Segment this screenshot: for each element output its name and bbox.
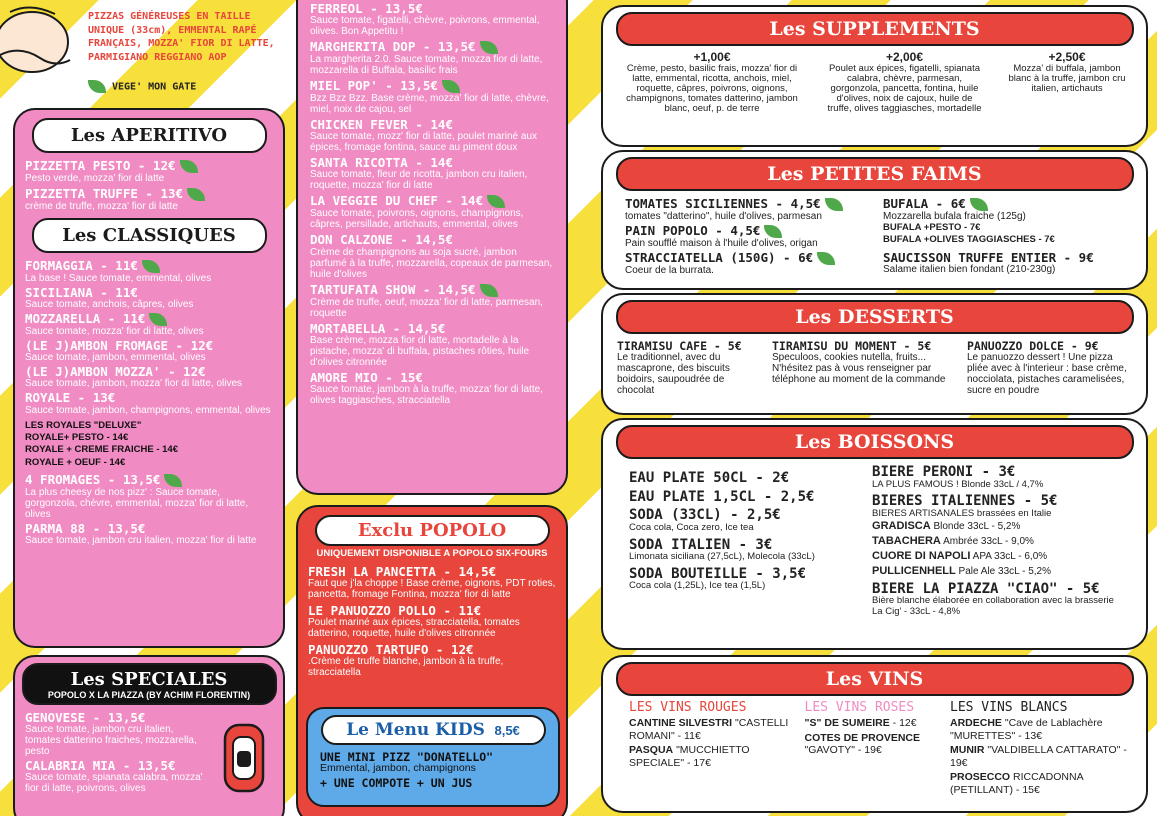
beer-item: [872, 519, 1120, 534]
bufala-extras: [883, 222, 1123, 247]
exclu-panel: [296, 505, 568, 816]
kids-line-3: + UNE COMPOTE + UN JUS: [320, 775, 473, 790]
item-desc: Sauce tomate, mozza' fior di latte, olives: [25, 326, 204, 338]
item-name: [25, 391, 273, 404]
menu-item: [25, 187, 273, 212]
menu-item: [308, 643, 556, 678]
item-name-text: GENOVESE - 13,5€: [25, 710, 146, 725]
petites-faims-title: Les PETITES FAIMS: [767, 163, 982, 185]
leaf-icon: [187, 188, 205, 201]
item-name-text: FERREOL - 13,5€: [310, 1, 423, 16]
petites-faims-body: [603, 191, 1146, 278]
dessert-item: [617, 340, 757, 396]
boissons-panel: [601, 418, 1148, 650]
leaf-icon: [817, 252, 835, 265]
item-name-text: TARTUFATA SHOW - 14,5€: [310, 281, 476, 297]
aperitivo-banner: [32, 118, 267, 153]
speciales-banner: [22, 663, 277, 705]
beer-name: PULLICENHELL: [872, 564, 956, 577]
classiques-list-2: [15, 471, 283, 546]
middle-list: [298, 0, 566, 406]
wine-name: CANTINE SILVESTRI: [629, 717, 733, 729]
kids-content: [308, 745, 558, 795]
wine-name: PASQUA: [629, 744, 674, 757]
menu-item: [310, 118, 554, 153]
wine-detail: "VALDIBELLA CATTARATO" - 19€: [950, 744, 1127, 769]
desserts-panel: [601, 293, 1148, 415]
item-name: [625, 197, 883, 211]
item-desc: La base ! Sauce tomate, emmental, olives: [25, 273, 212, 284]
item-name: [25, 286, 273, 299]
menu-item: [310, 40, 554, 76]
italiennes-name: BIERES ITALIENNES - 5€: [872, 493, 1058, 510]
leaf-icon: [480, 41, 498, 54]
kids-line-1: UNE MINI PIZZ "DONATELLO": [320, 750, 494, 764]
menu-item: [25, 365, 273, 389]
item-desc: Pain soufflé maison à l'huile d'olives, origan: [625, 238, 818, 249]
piazza-desc: Bière blanche élaborée en collaboration avec la brasserie La Cig' - 33cL - 4,8%: [872, 595, 1114, 617]
supplement-desc: Poulet aux épices, figatelli, spianata calabra, chèvre, parmesan, gorgonzola, pancetta, fontina, huile d'olives, noix de cajoux, huile de truffe, olives taggiasches, mortadelle: [827, 63, 982, 114]
item-desc: Sauce tomate, spianata calabra, mozza' fior di latte, poivrons, olives: [25, 772, 203, 795]
leaf-icon: [970, 198, 988, 211]
piazza-name: BIERE LA PIAZZA "CIAO" - 5€: [872, 580, 1100, 597]
wine-name: MUNIR: [950, 744, 985, 757]
drink-name: EAU PLATE 50CL - 2€: [629, 470, 790, 486]
vins-title: Les VINS: [825, 668, 924, 690]
drink-name: SODA BOUTEILLE - 3,5€: [629, 565, 807, 582]
item-name: [310, 40, 554, 54]
boissons-title: Les BOISSONS: [794, 431, 955, 453]
item-name: [25, 187, 273, 201]
wine-name: ARDECHE: [950, 717, 1002, 729]
petites-faims-panel: [601, 150, 1148, 290]
aperitivo-list: [15, 153, 283, 212]
menu-item: [310, 283, 554, 319]
vins-rouges-title: LES VINS ROUGES: [629, 700, 747, 715]
desserts-list: [603, 334, 1146, 396]
item-name: [25, 711, 210, 724]
peroni-desc: LA PLUS FAMOUS ! Blonde 33cL / 4,7%: [872, 478, 1044, 490]
intro-line: PARMIGIANO REGGIANO AOP: [88, 51, 227, 63]
wine-detail: "CASTELLI ROMANI" - 11€: [629, 717, 789, 742]
leaf-icon: [149, 313, 167, 326]
item-desc: Sauce tomate, jambon cru italien, tomates datterino fraiches, mozzarella, pesto: [25, 724, 197, 758]
item-desc: .Crème de truffe blanche, jambon à la truffe, stracciatella: [308, 656, 504, 679]
wine-detail: - 12€: [889, 717, 917, 729]
item-desc: Sauce tomate, anchois, câpres, olives: [25, 299, 194, 311]
drink-item: [629, 538, 872, 563]
menu-item: [625, 197, 883, 222]
item-name: [25, 522, 273, 535]
item-name-text: PANUOZZO TARTUFO - 12€: [308, 642, 474, 658]
royales-heading: LES ROYALES "DELUXE": [25, 419, 142, 431]
intro-text: [88, 10, 275, 64]
item-desc: Sauce tomate, jambon, emmental, olives: [25, 352, 206, 364]
menu-item: [310, 233, 554, 279]
item-desc: crème de truffe, mozza' fior di latte: [25, 201, 178, 212]
wine-item: [950, 771, 1128, 796]
speciales-title: Les SPECIALES: [70, 669, 228, 690]
item-name-text: LE PANUOZZO POLLO - 11€: [308, 603, 482, 619]
drink-desc: Coca cola (1,25L), Ice tea (1,5L): [629, 580, 766, 592]
item-desc: Mozzarella bufala fraiche (125g): [883, 211, 1026, 222]
beer-desc: Pale Ale 33cL - 5,2%: [958, 565, 1051, 577]
item-desc: Sauce tomate, fleur de ricotta, jambon cru italien, roquette, mozza' fior di latte: [310, 169, 528, 192]
drink-name: EAU PLATE 1,5CL - 2,5€: [629, 488, 815, 505]
item-desc: Crème de champignons au soja sucré, jambon parfumé à la truffe, mozzarella, copeaux de parmesan, huile d'olives: [310, 246, 553, 280]
dessert-name: TIRAMISU DU MOMENT - 5€: [772, 339, 932, 353]
dessert-desc: Speculoos, cookies nutella, fruits... N'hésitez pas à vous renseigner par téléphone au moment de la commande: [772, 352, 946, 386]
classiques-list: [15, 253, 283, 416]
item-name-text: 4 FROMAGES - 13,5€: [25, 471, 161, 487]
leaf-icon: [142, 260, 160, 273]
item-desc: Sauce tomate, mozz' fior di latte, poulet mariné aux épices, fromage fontina, sauce au piment doux: [310, 131, 538, 154]
supplements-columns: [603, 46, 1146, 114]
item-name-text: LA VEGGIE DU CHEF - 14€: [310, 193, 484, 209]
drink-name: SODA ITALIEN - 3€: [629, 536, 773, 553]
menu-item: [25, 339, 273, 363]
exclu-title: Exclu POPOLO: [357, 520, 507, 541]
drink-item: [629, 508, 872, 533]
item-desc: Crème de truffe, oeuf, mozza' fior di latte, parmesan, roquette: [310, 296, 543, 319]
supplement-price: +2,00€: [885, 50, 924, 64]
vins-roses: [805, 700, 945, 797]
intro-block: [0, 0, 290, 108]
drink-item: [629, 471, 872, 486]
supplements-banner: [616, 12, 1134, 46]
drink-item: [629, 567, 872, 592]
menu-item: [25, 473, 273, 520]
supplement-desc: Crème, pesto, basilic frais, mozza' fior di latte, emmental, ricotta, anchois, miel, roquette, câpres, poivrons, oignons, champignons, tomates datterino, jambon blanc, oeuf, p. de terre: [626, 63, 798, 114]
item-name: [308, 604, 556, 617]
vins-roses-title: LES VINS ROSES: [804, 700, 915, 715]
supplements-panel: [601, 5, 1148, 147]
item-name: [310, 371, 554, 384]
item-name: [310, 79, 554, 93]
menu-item: [308, 604, 556, 639]
dessert-name: PANUOZZO DOLCE - 9€: [967, 339, 1099, 353]
menu-item: [310, 156, 554, 191]
item-name: [625, 251, 883, 265]
wine-item: [629, 744, 799, 769]
item-desc: La margherita 2.0. Sauce tomate, mozza fior di latte, mozzarella di Buffala, basilic frais: [310, 54, 543, 77]
menu-item: [310, 2, 554, 37]
vins-blancs: [950, 700, 1128, 797]
supplements-title: Les SUPPLEMENTS: [769, 18, 980, 40]
exclu-list: [298, 559, 566, 678]
item-name-text: TOMATES SICILIENNES - 4,5€: [625, 196, 821, 211]
item-name: [310, 283, 554, 297]
item-name-text: MIEL POP' - 13,5€: [310, 78, 438, 94]
item-name: [625, 224, 883, 238]
dessert-name: TIRAMISU CAFE - 5€: [617, 339, 742, 353]
petites-faims-right: [883, 197, 1123, 278]
beer-name: CUORE DI NAPOLI: [872, 549, 971, 562]
item-name: [310, 156, 554, 169]
peroni-name: BIERE PERONI - 3€: [872, 464, 1016, 480]
menu-item: [25, 391, 273, 415]
kids-banner: [321, 715, 546, 745]
classiques-title: Les CLASSIQUES: [62, 225, 236, 246]
leaf-icon: [180, 160, 198, 173]
bufala-extra: BUFALA +PESTO - 7€: [883, 222, 981, 233]
wine-detail: "GAVOTY" - 19€: [804, 744, 882, 757]
item-name-text: SAUCISSON TRUFFE ENTIER - 9€: [883, 249, 1094, 265]
item-name: [308, 565, 556, 578]
petites-faims-banner: [616, 157, 1134, 191]
kids-line-2: Emmental, jambon, champignons: [320, 762, 476, 775]
item-name: [25, 159, 273, 173]
wine-item: [805, 732, 945, 757]
beer-item: [872, 564, 1120, 579]
beer-desc: Ambrée 33cL - 9,0%: [943, 536, 1034, 548]
item-desc: Sauce tomate, poivrons, oignons, champignons, câpres, persillade, artichauts, emmental, olives: [310, 208, 524, 231]
kids-panel: [306, 707, 560, 807]
boissons-body: [603, 459, 1146, 617]
wine-detail: RICCADONNA (PETILLANT) - 15€: [950, 771, 1084, 796]
item-name: [25, 365, 273, 378]
item-name-text: PIZZETTA PESTO - 12€: [25, 158, 176, 173]
kids-title: Le Menu KIDS: [346, 720, 485, 740]
item-desc: Sauce tomate, figatelli, chèvre, poivrons, emmental, olives. Bon Appetitu !: [310, 15, 540, 38]
item-name-text: DON CALZONE - 14,5€: [310, 232, 453, 248]
item-name-text: (LE J)AMBON MOZZA' - 12€: [25, 364, 206, 380]
menu-item: [25, 159, 273, 184]
item-desc: Poulet mariné aux épices, stracciatella, tomates datterino, roquette, huile d'olives citronnée: [308, 617, 520, 640]
wine-item: [805, 717, 945, 730]
beer-desc: Blonde 33cL - 5,2%: [933, 521, 1021, 533]
menu-item: [310, 79, 554, 115]
supplement-price: +2,50€: [1048, 50, 1086, 64]
drink-desc: Limonata siciliana (27,5cL), Molecola (33cL): [629, 551, 815, 563]
beer-name: TABACHERA: [872, 535, 941, 548]
item-name-text: FRESH LA PANCETTA - 14,5€: [308, 564, 497, 579]
wine-name: PROSECCO: [950, 771, 1011, 784]
speciales-subtitle: POPOLO X LA PIAZZA (BY ACHIM FLORENTIN): [47, 690, 251, 700]
menu-item: [25, 286, 273, 310]
vins-banner: [616, 662, 1134, 696]
item-name: [310, 118, 554, 131]
item-name: [310, 233, 554, 246]
item-desc: La plus cheesy de nos pizz' : Sauce tomate, gorgonzola, chèvre, emmental, mozza' fior di latte, olives: [25, 486, 249, 520]
bufala-extra: BUFALA +OLIVES TAGGIASCHES - 7€: [883, 234, 1055, 246]
supplement-column: [617, 50, 807, 114]
item-desc: Base crème, mozza fior di latte, mortadelle à la pistache, mozza' di buffala, pistaches rôties, huile d'olives citronnée: [310, 334, 530, 368]
item-name: [308, 643, 556, 656]
leaf-icon: [764, 225, 782, 238]
menu-item: [308, 565, 556, 600]
item-name-text: CHICKEN FEVER - 14€: [310, 117, 453, 133]
wine-name: COTES DE PROVENCE: [804, 731, 921, 744]
speciales-list: [15, 705, 220, 794]
classiques-panel: [13, 108, 285, 648]
item-name: [25, 473, 273, 487]
menu-item: [25, 522, 273, 546]
vege-label: VEGE' MON GATE: [112, 81, 197, 93]
hand-dough-illustration: [0, 0, 80, 90]
leaf-icon: [480, 284, 498, 297]
drink-name: SODA (33CL) - 2,5€: [629, 507, 781, 524]
menu-item: [310, 371, 554, 406]
exclu-subtitle: UNIQUEMENT DISPONIBLE A POPOLO SIX-FOURS: [316, 548, 548, 559]
dessert-desc: Le panuozzo dessert ! Une pizza pliée avec à l'interieur : base crème, nocciolata, pistaches caramelisées, sucre en poudre: [967, 352, 1127, 397]
item-name-text: MORTABELLA - 14,5€: [310, 320, 446, 336]
intro-line: PIZZAS GÉNÉREUSES EN TAILLE: [88, 11, 251, 22]
kids-price: 8,5€: [494, 723, 520, 738]
menu-item: [625, 251, 883, 276]
item-name-text: MOZZARELLA - 11€: [25, 311, 146, 327]
vins-panel: [601, 655, 1148, 813]
dessert-desc: Le traditionnel, avec du mascaprone, des biscuits boidoirs, saupoudrée de chocolat: [617, 352, 730, 397]
item-desc: Pesto verde, mozza' fior di latte: [25, 173, 165, 184]
wine-detail: "MUCCHIETTO SPECIALE" - 17€: [629, 744, 750, 769]
item-desc: Bzz Bzz Bzz. Base crème, mozza' fior di latte, chèvre, miel, noix de cajou, sel: [310, 93, 549, 116]
royales-block: [15, 418, 283, 471]
item-desc: Sauce tomate, jambon à la truffe, mozza' fior di latte, olives taggiasches, stracciatella: [310, 383, 543, 406]
item-name: [883, 197, 1123, 211]
item-desc: Salame italien bien fondant (210-230g): [883, 263, 1056, 275]
vins-blancs-title: LES VINS BLANCS: [950, 700, 1068, 715]
item-name-text: BUFALA - 6€: [883, 196, 966, 211]
item-desc: tomates "datterino", huile d'olives, parmesan: [625, 211, 822, 222]
item-name: [310, 2, 554, 15]
item-name-text: FORMAGGIA - 11€: [25, 258, 138, 273]
item-name-text: SICILIANA - 11€: [25, 285, 138, 300]
menu-item: [310, 322, 554, 368]
item-name-text: SANTA RICOTTA - 14€: [310, 155, 453, 171]
mouth-illustration: [223, 723, 265, 798]
item-name: [310, 322, 554, 335]
beer-item: [872, 549, 1120, 564]
item-name-text: PAIN POPOLO - 4,5€: [625, 223, 761, 238]
item-desc: Coeur de la burrata.: [625, 265, 714, 276]
classiques-banner: [32, 218, 267, 253]
beer-list: [872, 519, 1120, 578]
menu-item: [310, 194, 554, 230]
vins-rouges: [629, 700, 799, 797]
item-name-text: ROYALE - 13€: [25, 390, 116, 406]
intro-line: UNIQUE (33cm), EMMENTAL RAPÉ: [88, 24, 257, 36]
aperitivo-title: Les APERITIVO: [70, 125, 228, 146]
intro-line: FRANÇAIS, MOZZA' FIOR DI LATTE,: [88, 38, 275, 49]
dessert-item: [967, 340, 1132, 396]
royale-item: ROYALE + CREME FRAICHE - 14€: [25, 444, 179, 456]
item-name-text: STRACCIATELLA (150G) - 6€: [625, 250, 814, 265]
leaf-icon: [88, 80, 106, 93]
supplement-price: +1,00€: [693, 50, 731, 64]
beer-desc: APA 33cL - 6,0%: [972, 550, 1048, 562]
item-name-text: PIZZETTA TRUFFE - 13€: [25, 186, 184, 201]
item-name-text: AMORE MIO - 15€: [310, 369, 423, 385]
exclu-banner: [315, 515, 550, 546]
item-name-text: MARGHERITA DOP - 13,5€: [310, 39, 476, 55]
wine-item: [950, 744, 1128, 769]
item-name-text: (LE J)AMBON FROMAGE - 12€: [25, 338, 214, 354]
drink-desc: Coca cola, Coca zero, Ice tea: [629, 522, 754, 534]
item-name: [883, 251, 1123, 264]
wine-name: "S" DE SUMEIRE: [804, 717, 890, 729]
desserts-banner: [616, 300, 1134, 334]
royale-item: ROYALE + OEUF - 14€: [25, 456, 126, 468]
supplement-column: [825, 50, 985, 114]
italiennes-desc: BIERES ARTISANALES brassées en Italie: [872, 507, 1052, 519]
boissons-left: [629, 465, 872, 617]
item-name: [25, 259, 273, 273]
vege-legend: [88, 80, 196, 93]
drink-item: [629, 490, 872, 505]
vins-body: [603, 696, 1146, 797]
item-name: [310, 194, 554, 208]
item-desc: Faut que j'la choppe ! Base crème, oignons, PDT roties, pancetta, fromage Fontina, mozza' fior di latte: [308, 578, 556, 601]
speciales-panel: [13, 655, 285, 816]
boissons-banner: [616, 425, 1134, 459]
item-name: [25, 339, 273, 352]
item-desc: Sauce tomate, jambon, champignons, emmental, olives: [25, 404, 271, 416]
dessert-item: [772, 340, 952, 396]
menu-item: [625, 224, 883, 249]
item-name: [25, 312, 273, 326]
petites-faims-left: [625, 197, 883, 278]
desserts-title: Les DESSERTS: [795, 306, 954, 328]
beer-name: GRADISCA: [872, 520, 931, 533]
menu-item: [25, 711, 210, 757]
item-name-text: CALABRIA MIA - 13,5€: [25, 758, 176, 774]
item-name: [25, 759, 210, 772]
wine-detail: "Cave de Lablachère "MURETTES" - 13€: [950, 717, 1103, 742]
wine-item: [629, 717, 799, 742]
wine-item: [950, 717, 1128, 742]
leaf-icon: [164, 474, 182, 487]
item-desc: Sauce tomate, jambon, mozza' fior di latte, olives: [25, 378, 243, 390]
leaf-icon: [825, 198, 843, 211]
menu-item: [25, 259, 273, 284]
menu-item: [25, 759, 210, 794]
menu-item: [25, 312, 273, 337]
leaf-icon: [442, 80, 460, 93]
supplement-column: [1002, 50, 1132, 114]
item-desc: Sauce tomate, jambon cru italien, mozza' fior di latte: [25, 535, 257, 546]
supplement-desc: Mozza' di buffala, jambon blanc à la truffe, jambon cru italien, artichauts: [1008, 63, 1126, 94]
pizzas-panel: [296, 0, 568, 495]
item-name-text: PARMA 88 - 13,5€: [25, 520, 146, 536]
royale-item: ROYALE+ PESTO - 14€: [25, 431, 129, 443]
beer-item: [872, 534, 1120, 549]
leaf-icon: [487, 195, 505, 208]
boissons-right: [872, 465, 1120, 617]
